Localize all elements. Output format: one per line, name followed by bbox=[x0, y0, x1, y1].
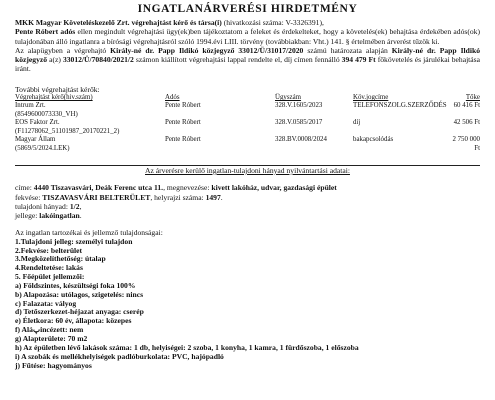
list-item: 5. Főépület jellemzői: bbox=[15, 272, 85, 282]
intro-p2-text-2: számú határozata alapján bbox=[303, 45, 392, 55]
header-principal: Tőke bbox=[465, 94, 480, 102]
creditor-label: EOS Faktor Zrt. bbox=[15, 119, 60, 127]
property-details-list bbox=[15, 238, 480, 371]
list-item: a) Földszintes, készültségi foka 100% bbox=[15, 280, 136, 290]
intro-p2-text-3: a(z) bbox=[47, 55, 63, 65]
address-value: 4440 Tiszavasvári, Deák Ferenc utca 11. bbox=[33, 183, 164, 193]
share-value: 1/2 bbox=[69, 201, 80, 211]
list-item: g) Alapterülete: 70 m2 bbox=[15, 333, 88, 343]
list-item: d) Tetőszerkezet-héjazat anyaga: cserép bbox=[15, 307, 144, 317]
principal-amount: 394 479 Ft bbox=[341, 55, 376, 65]
property-location-line: fekvése: TISZAVASVÁRI BELTERÜLET, helyrajzi száma: 1497. bbox=[15, 192, 223, 202]
list-item: b) Alapozása: utólagos, szigetelés: nincs bbox=[15, 289, 144, 299]
lot-number: 1497 bbox=[205, 192, 221, 202]
property-share-line: tulajdoni hányad: 1/2, bbox=[15, 201, 82, 211]
creditors-table bbox=[15, 94, 480, 153]
header-creditor: Végrehajtást kérő(hiv.szám) bbox=[15, 94, 93, 102]
location-value: TISZAVASVÁRI BELTERÜLET bbox=[42, 192, 151, 202]
details-intro: Az ingatlan tartozékai és jellemző tulajdonságai: bbox=[15, 228, 163, 238]
location-label: fekvése: bbox=[15, 192, 43, 202]
cell-amount: 2 750 000 Ft bbox=[452, 136, 480, 152]
address-label: címe: bbox=[15, 183, 34, 193]
cell-debtor: Pente Róbert bbox=[165, 102, 201, 110]
cell-case: 328.V.0585/2017 bbox=[275, 119, 323, 127]
list-item: 4.Rendeltetése: lakás bbox=[15, 263, 83, 273]
table-row bbox=[15, 119, 480, 136]
cell-creditor bbox=[15, 136, 165, 153]
document-title: INGATLANÁRVERÉSI HIRDETMÉNY bbox=[137, 3, 358, 15]
header-claim-title: Köv.jogcíme bbox=[353, 94, 389, 102]
creditor-reference: (5869/5/2024.LEK) bbox=[15, 144, 70, 152]
table-row bbox=[15, 102, 480, 119]
intro-body-text: ellen megindult végrehajtási ügy(ek)ben tájékoztatom a feleket és érdekelteket, hogy a követelés(ek) behajtása érdekében adós(ok) tulajdonában álló ingatlanra a bírósági végrehajtásról szóló 1994.évi LIII. törvény (továbbiakban: Vht.) 141. § értelmében árverést tűzök ki. bbox=[15, 27, 480, 46]
creditor-reference: (F11278062_51101987_20170221_2) bbox=[15, 127, 120, 135]
creditor-reference: (8549600073330_VH) bbox=[15, 110, 78, 118]
cell-debtor: Pente Róbert bbox=[165, 136, 201, 144]
creditor-name: MKK Magyar Követeléskezelő Zrt. végrehajtást kérő és társa(i) bbox=[15, 18, 222, 27]
cell-case: 328.BV.0008/2024 bbox=[275, 136, 327, 144]
list-item: 1.Tulajdoni jelleg: személyi tulajdon bbox=[15, 236, 133, 246]
list-item: h) Az épületben lévő lakások száma: 1 db, helyiségei: 2 szoba, 1 konyha, 1 kamra, 1 fürdőszoba, 1 előszoba bbox=[15, 342, 359, 352]
table-row bbox=[15, 136, 480, 153]
reference-text: (hivatkozási száma: V-3326391), bbox=[221, 18, 324, 27]
cell-amount: 60 416 Ft bbox=[453, 102, 480, 110]
list-item: i) A szobák és mellékhelyiségek padlóburkolata: PVC, hajópadló bbox=[15, 351, 224, 361]
list-item: f) Aláپincézett: nem bbox=[15, 325, 84, 335]
list-item: 3.Megközelíthetőség: útalap bbox=[15, 254, 106, 264]
cell-claim: TELEFONSZOLG.SZERZŐDÉS bbox=[353, 102, 447, 110]
cell-claim: díj bbox=[353, 119, 361, 127]
cell-claim: bakapcsolódás bbox=[353, 136, 394, 144]
intro-p2-text-4: számon kiállított végrehajtási lappal rendelte el, díj címen fennálló bbox=[133, 55, 342, 65]
lot-label: , helyrajzi száma: bbox=[150, 192, 206, 202]
header-debtor: Adós bbox=[165, 94, 180, 102]
list-item: j) Fűtése: hagyományos bbox=[15, 360, 92, 370]
cell-creditor bbox=[15, 102, 165, 119]
property-address-line bbox=[15, 183, 480, 192]
cell-debtor: Pente Róbert bbox=[165, 119, 201, 127]
property-nature-line: jellege: lakóingatlan. bbox=[15, 211, 82, 221]
intro-p2-text-5: főkövetelés és járulékai behajtása iránt. bbox=[15, 55, 480, 74]
creditors-heading: További végrehajtást kérők: bbox=[15, 84, 100, 94]
cell-case: 328.V.1605/2023 bbox=[275, 102, 323, 110]
debtor-name: Pente Róbert adós bbox=[15, 27, 76, 37]
section-heading: Az árverésre kerülő ingatlan-tulajdoni hányad nyilvántartási adatai: bbox=[145, 165, 350, 175]
intro-paragraph-2 bbox=[15, 46, 480, 74]
designation-label: , megnevezése: bbox=[163, 183, 212, 193]
notary-name: Király-né dr. Papp Ildikó közjegyző bbox=[15, 45, 480, 65]
list-item: c) Falazata: vályog bbox=[15, 298, 77, 308]
designation-value: kivett lakóház, udvar, gazdasági épület bbox=[211, 183, 337, 193]
list-item: e) Életkora: 60 év, állapota: közepes bbox=[15, 316, 132, 326]
enforcement-sheet-number: 33012/Ü/70840/2021/2 bbox=[62, 55, 134, 65]
nature-label: jellege: bbox=[15, 211, 40, 221]
intro-p2-text-1: Az alapügyben a végrehajtó bbox=[15, 45, 111, 55]
intro-paragraph-1 bbox=[15, 18, 480, 46]
notary-decision: Király-né dr. Papp Ildikó közjegyző 33012/Ü/31017/2020 bbox=[110, 45, 304, 55]
list-item: 2.Fekvése: belterület bbox=[15, 245, 83, 255]
creditor-label: Magyar Állam bbox=[15, 136, 56, 144]
header-case-number: Ügyszám bbox=[275, 94, 302, 102]
cell-amount: 42 506 Ft bbox=[453, 119, 480, 127]
creditor-label: Intrum Zrt. bbox=[15, 102, 46, 110]
share-label: tulajdoni hányad: bbox=[15, 201, 70, 211]
nature-value: lakóingatlan bbox=[39, 211, 80, 221]
cell-creditor bbox=[15, 119, 165, 136]
